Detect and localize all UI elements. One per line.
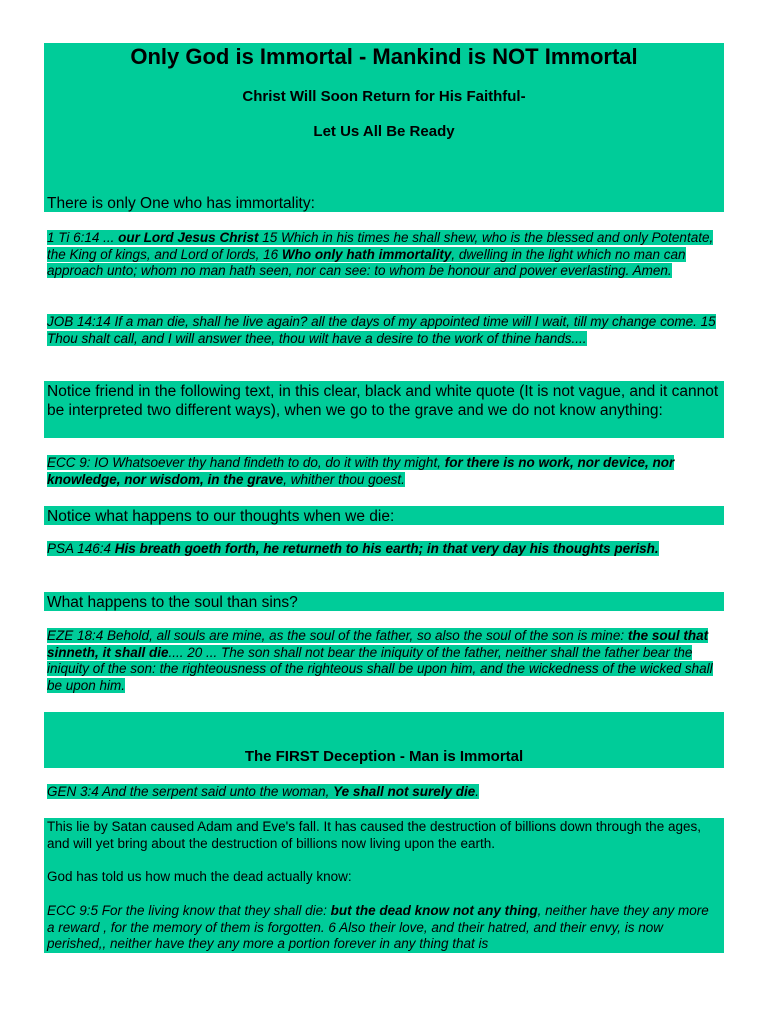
verse-1ti: 1 Ti 6:14 ... our Lord Jesus Christ 15 Which in his times he shall shew, who is the blessed and only Potentate, the King of kings, and Lord of lords, 16 Who only hath immortality, dwelling in the light which no man can approach unto; whom no man hath seen, nor can see: to whom be honour and power everlasting. Amen. — [47, 230, 714, 279]
notice-text: Notice friend in the following text, in this clear, black and white quote (It is not vague, and it cannot be interpreted two different ways), when we go to the grave and we do not know anything: — [47, 383, 719, 419]
section-title: The FIRST Deception - Man is Immortal — [244, 748, 524, 765]
page-subtitle: Christ Will Soon Return for His Faithful- — [242, 88, 526, 105]
page-title: Only God is Immortal - Mankind is NOT Immortal — [130, 44, 638, 69]
verse-ecc95: ECC 9:5 For the living know that they shall die: but the dead know not any thing, neither have they any more a reward , for the memory of them is forgotten. 6 Also their love, and their hatred, and their envy, is now perished,, neither have they any more a portion forever in any thing that is — [47, 903, 709, 952]
verse-gen: GEN 3:4 And the serpent said unto the woman, Ye shall not surely die. — [47, 784, 479, 799]
verse-ecc9: ECC 9: IO Whatsoever thy hand findeth to do, do it with thy might, for there is no work, nor device, nor knowledge, nor wisdom, in the grave, whither thou goest. — [47, 455, 675, 487]
dead-know-text: God has told us how much the dead actually know: — [47, 869, 352, 884]
intro-text: There is only One who has immortality: — [47, 195, 315, 212]
verse-eze: EZE 18:4 Behold, all souls are mine, as the soul of the father, so also the soul of the son is mine: the soul that sinneth, it shall die.... 20 ... The son shall not bear the iniquity of the father, neither shall the father bear the iniquity of the son: the righteousness of the righteous shall be upon him, and the wickedness of the wicked shall be upon him. — [47, 628, 713, 693]
question-text: What happens to the soul than sins? — [47, 594, 298, 611]
verse-psa: PSA 146:4 His breath goeth forth, he returneth to his earth; in that very day his thoughts perish. — [47, 541, 659, 556]
verse-job: JOB 14:14 If a man die, shall he live again? all the days of my appointed time will I wait, till my change come. 15 Thou shalt call, and I will answer thee, thou wilt have a desire to the work of thine hands.... — [47, 314, 716, 346]
lie-paragraph: This lie by Satan caused Adam and Eve's fall. It has caused the destruction of billions down through the ages, and will yet bring about the destruction of billions now living upon the earth. — [47, 819, 701, 851]
page-subtitle-2: Let Us All Be Ready — [313, 123, 455, 140]
notice2-text: Notice what happens to our thoughts when we die: — [47, 508, 395, 525]
